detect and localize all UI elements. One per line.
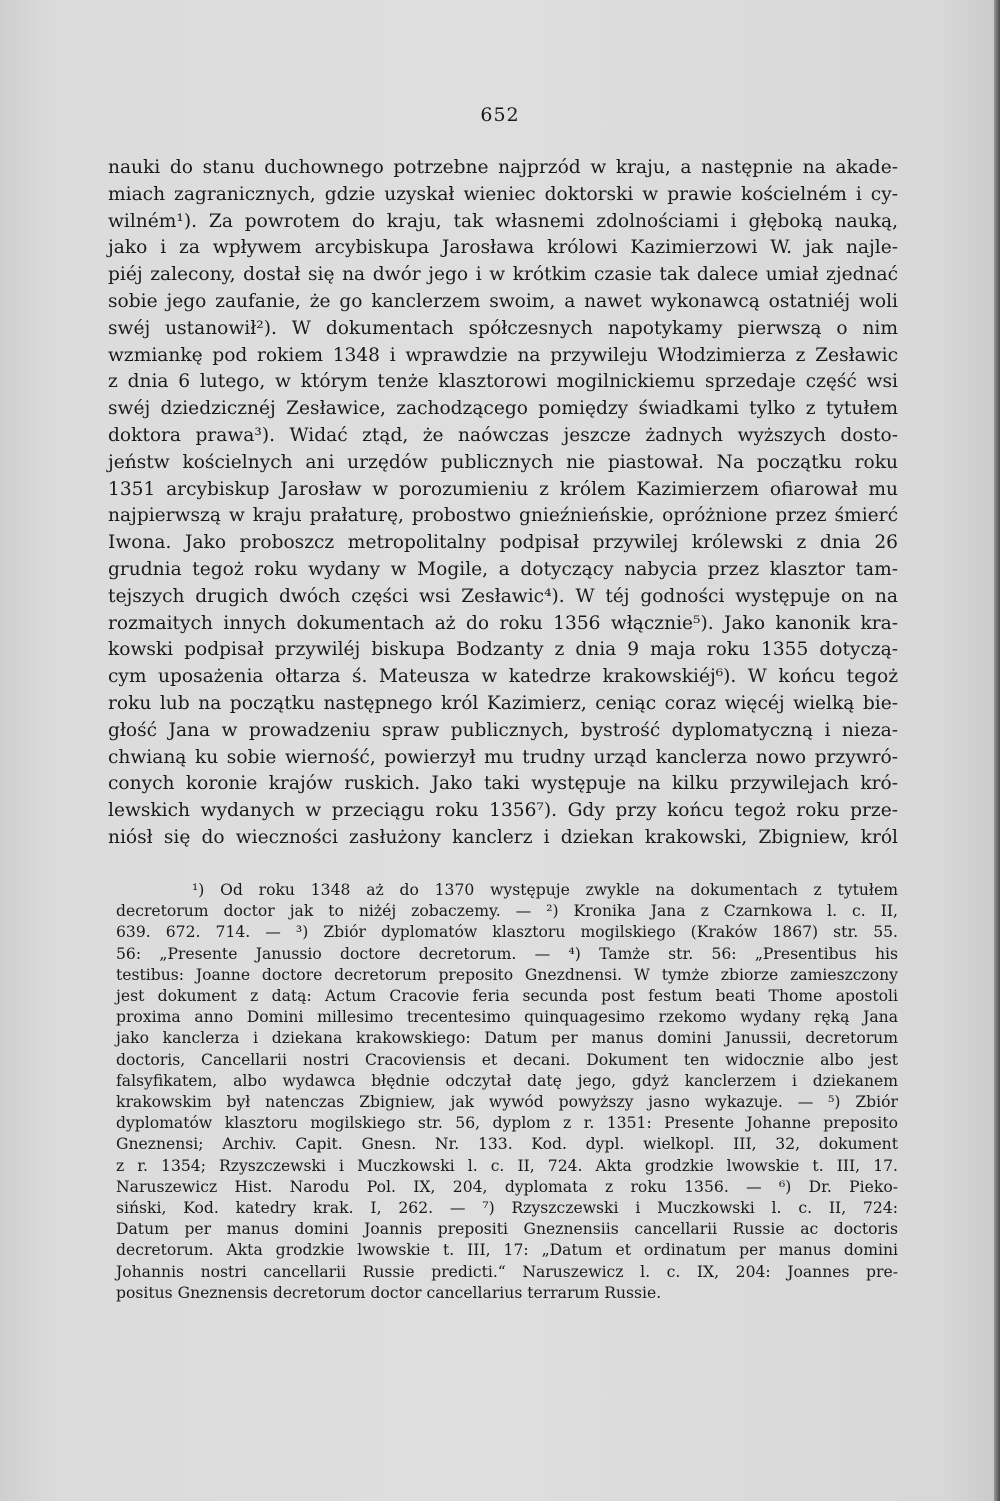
body-line: chwianą ku sobie wierność, powierzył mu trudny urząd kanclerza nowo przywró- [108, 746, 898, 768]
body-line: Iwona. Jako proboszcz metropolitalny podpisał przywilej królewski z dnia 26 [108, 532, 898, 554]
footnote-line: decretorum doctor jak to niżéj zobaczemy. — ²) Kronika Jana z Czarnkowa l. c. II, [116, 902, 898, 921]
footnote-line: ¹) Od roku 1348 aż do 1370 występuje zwykle na dokumentach z tytułem [192, 881, 898, 899]
body-line: grudnia tegoż roku wydany w Mogile, a dotyczący nabycia przez klasztor tam- [108, 558, 898, 580]
footnote-line: proxima anno Domini millesimo trecentesimo quinquagesimo rzekomo wydany ręką Jana [116, 1008, 898, 1027]
body-line: tejszych drugich dwóch części wsi Zesławic⁴). W téj godności występuje on na [108, 585, 898, 607]
body-line: roku lub na początku następnego król Kazimierz, ceniąc coraz więcéj wielką bie- [108, 692, 898, 714]
footnote-line: testibus: Joanne doctore decretorum preposito Gnezdnensi. W tymże zbiorze zamieszczony [116, 965, 898, 984]
body-line: cym uposażenia ołtarza ś. Mateusza w katedrze krakowskiéj⁶). W końcu tegoż [108, 666, 898, 688]
body-line: głość Jana w prowadzeniu spraw publicznych, bystrość dyplomatyczną i nieza- [108, 719, 898, 741]
body-line: nauki do stanu duchownego potrzebne najprzód w kraju, a następnie na akade- [108, 157, 898, 178]
footnote-line: 639. 672. 714. — ³) Zbiór dyplomatów klasztoru mogilskiego (Kraków 1867) str. 55. [116, 923, 898, 942]
footnote-line: Datum per manus domini Joannis prepositi Gneznensiis cancellarii Russie ac doctoris [116, 1220, 898, 1239]
body-line: jako i za wpływem arcybiskupa Jarosława królowi Kazimierzowi W. jak najle- [108, 237, 898, 259]
body-line: najpierwszą w kraju prałaturę, probostwo gnieźnieńskie, opróżnione przez śmierć [108, 505, 898, 527]
body-line: kowski podpisał przywiléj biskupa Bodzanty z dnia 9 maja roku 1355 dotyczą- [108, 639, 898, 661]
body-line: swéj ustanowił²). W dokumentach spółczesnych napotykamy pierwszą o nim [108, 317, 898, 339]
footnotes [116, 880, 898, 1304]
footnote-line: positus Gneznensis decretorum doctor cancellarius terrarum Russie. [116, 1283, 662, 1302]
body-line: conych koronie krajów ruskich. Jako taki występuje na kilku przywilejach kró- [108, 773, 898, 795]
body-line: z dnia 6 lutego, w którym tenże klasztorowi mogilnickiemu sprzedaje część wsi [108, 371, 898, 393]
page-edge-shadow [994, 0, 1000, 1501]
body-line: miach zagranicznych, gdzie uzyskał wieniec doktorski w prawie kościelném i cy- [108, 183, 898, 205]
footnote-line: dyplomatów klasztoru mogilskiego str. 56, dyplom z r. 1351: Presente Johanne preposito [116, 1114, 898, 1133]
body-line: jeństw kościelnych ani urzędów publicznych nie piastował. Na początku roku [108, 451, 898, 473]
body-line: doktora prawa³). Widać ztąd, że naówczas jeszcze żadnych wyższych dosto- [108, 424, 898, 446]
body-line: wilném¹). Za powrotem do kraju, tak własnemi zdolnościami i głęboką nauką, [108, 210, 898, 232]
footnote-line: decretorum. Akta grodzkie lwowskie t. III, 17: „Datum et ordinatum per manus domini [116, 1241, 898, 1260]
footnote-line: Johannis nostri cancellarii Russie predicti.“ Naruszewicz l. c. IX, 204: Joannes pre- [116, 1262, 898, 1281]
footnote-line: z r. 1354; Rzyszczewski i Muczkowski l. c. II, 724. Akta grodzkie lwowskie t. III, 17. [116, 1156, 898, 1175]
body-line: niósł się do wieczności zasłużony kanclerz i dziekan krakowski, Zbigniew, król [108, 826, 898, 848]
footnote-line: doctoris, Cancellarii nostri Cracoviensis et decani. Dokument ten widocznie albo jest [116, 1050, 898, 1069]
page-number: 652 [480, 104, 520, 126]
body-line: swéj dziedzicznéj Zesławice, zachodzącego pomiędzy świadkami tylko z tytułem [108, 398, 898, 420]
footnote-line: Naruszewicz Hist. Narodu Pol. IX, 204, dyplomata z roku 1356. — ⁶) Dr. Pieko- [116, 1177, 898, 1196]
footnote-line: 56: „Presente Janussio doctore decretorum. — ⁴) Tamże str. 56: „Presentibus his [116, 944, 898, 963]
body-line: piéj zalecony, dostał się na dwór jego i w krótkim czasie tak dalece umiał zjednać [108, 264, 898, 286]
footnote-line: Gneznensi; Archiv. Capit. Gnesn. Nr. 133. Kod. dypl. wielkopl. III, 32, dokument [116, 1135, 898, 1154]
footnote-line: krakowskim był natenczas Zbigniew, jak wywód powyższy jasno wykazuje. — ⁵) Zbiór [116, 1093, 898, 1112]
main-text [108, 155, 898, 852]
footnote-line: falsyfikatem, albo wydawca błędnie odczytał datę jego, gdyż kanclerzem i dziekanem [116, 1071, 898, 1090]
footnote-line: jako kanclerza i dziekana krakowskiego: Datum per manus domini Janussii, decretorum [116, 1029, 898, 1048]
footnote-line: jest dokument z datą: Actum Cracovie feria secunda post festum beati Thome apostoli [116, 987, 898, 1006]
body-line: lewskich wydanych w przeciągu roku 1356⁷). Gdy przy końcu tegoż roku prze- [108, 800, 898, 822]
body-line: sobie jego zaufanie, że go kanclerzem swoim, a nawet wykonawcą ostatniéj woli [108, 290, 898, 312]
body-line: 1351 arcybiskup Jarosław w porozumieniu z królem Kazimierzem ofiarował mu [108, 478, 898, 500]
footnote-line: siński, Kod. katedry krak. I, 262. — ⁷) Rzyszczewski i Muczkowski l. c. II, 724: [116, 1199, 898, 1218]
body-line: rozmaitych innych dokumentach aż do roku 1356 włącznie⁵). Jako kanonik kra- [108, 612, 898, 634]
body-line: wzmiankę pod rokiem 1348 i wprawdzie na przywileju Włodzimierza z Zesławic [108, 344, 898, 366]
